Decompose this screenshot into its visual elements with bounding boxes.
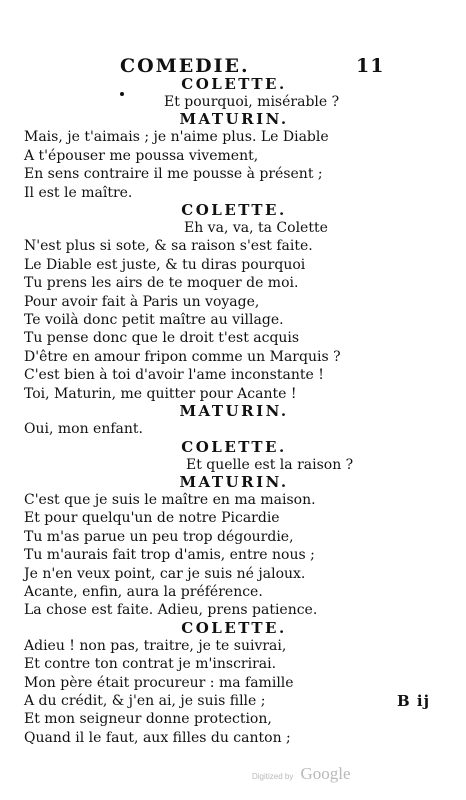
signature-mark: B ij bbox=[397, 692, 431, 710]
speaker-name: COLETTE. bbox=[181, 618, 287, 637]
verse-line: Mais, je t'aimais ; je n'aime plus. Le Diable bbox=[24, 129, 329, 146]
verse-line: Et pourquoi, misérable ? bbox=[164, 94, 340, 110]
verse-line: Toi, Maturin, me quitter pour Acante ! bbox=[24, 385, 297, 402]
play-text bbox=[24, 76, 444, 747]
verse-line: Tu pense donc que le droit t'est acquis bbox=[24, 330, 300, 347]
verse-line: Il est le maître. bbox=[24, 184, 133, 201]
verse-line: Tu m'as parue un peu trop dégourdie, bbox=[24, 528, 294, 545]
speaker-name: COLETTE. bbox=[181, 75, 287, 93]
watermark-prefix: Digitized by bbox=[252, 772, 294, 781]
watermark-brand: Google bbox=[300, 764, 351, 783]
verse-line: Oui, mon enfant. bbox=[24, 421, 143, 438]
verse-line: Adieu ! non pas, traitre, je te suivrai, bbox=[24, 637, 287, 654]
running-title: COMEDIE. bbox=[120, 55, 250, 77]
verse-line: Acante, enfin, aura la préférence. bbox=[24, 583, 263, 600]
verse-line: C'est que je suis le maître en ma maison. bbox=[24, 491, 316, 508]
speaker-name: MATURIN. bbox=[179, 110, 289, 129]
verse-line: Et contre ton contrat je m'inscrirai. bbox=[24, 656, 277, 673]
verse-line: A t'épouser me poussa vivement, bbox=[24, 147, 259, 164]
digitization-watermark bbox=[252, 764, 351, 784]
verse-line: C'est bien à toi d'avoir l'ame inconstante ! bbox=[24, 367, 324, 384]
speaker-name: COLETTE. bbox=[181, 437, 287, 456]
verse-line: Mon père était procureur : ma famille bbox=[24, 674, 294, 691]
verse-line: Et mon seigneur donne protection, bbox=[24, 711, 272, 728]
speaker-name: COLETTE. bbox=[181, 201, 287, 220]
verse-line: Le Diable est juste, & tu diras pourquoi bbox=[24, 256, 306, 273]
verse-line: Tu m'aurais fait trop d'amis, entre nous ; bbox=[24, 547, 315, 564]
verse-line: Je n'en veux point, car je suis né jaloux. bbox=[24, 565, 306, 582]
verse-line: La chose est faite. Adieu, prens patience. bbox=[24, 602, 318, 619]
verse-line: Te voilà donc petit maître au village. bbox=[24, 312, 284, 329]
verse-line: En sens contraire il me pousse à présent ; bbox=[24, 166, 323, 183]
speaker-name: MATURIN. bbox=[179, 402, 289, 421]
verse-line: Quand il le faut, aux filles du canton ; bbox=[24, 729, 291, 746]
verse-line: Tu prens les airs de te moquer de moi. bbox=[24, 275, 299, 292]
verse-line: Eh va, va, ta Colette bbox=[184, 220, 328, 237]
verse-line: N'est plus si sote, & sa raison s'est faite. bbox=[24, 238, 313, 255]
verse-line: Et pour quelqu'un de notre Picardie bbox=[24, 510, 280, 527]
verse-line: Pour avoir fait à Paris un voyage, bbox=[24, 293, 260, 310]
verse-line: D'être en amour fripon comme un Marquis ? bbox=[24, 348, 341, 365]
speaker-name: MATURIN. bbox=[179, 472, 289, 491]
verse-line: Et quelle est la raison ? bbox=[186, 456, 354, 473]
page-number: 11 bbox=[356, 55, 385, 77]
verse-line: A du crédit, & j'en ai, je suis fille ; bbox=[24, 692, 266, 709]
